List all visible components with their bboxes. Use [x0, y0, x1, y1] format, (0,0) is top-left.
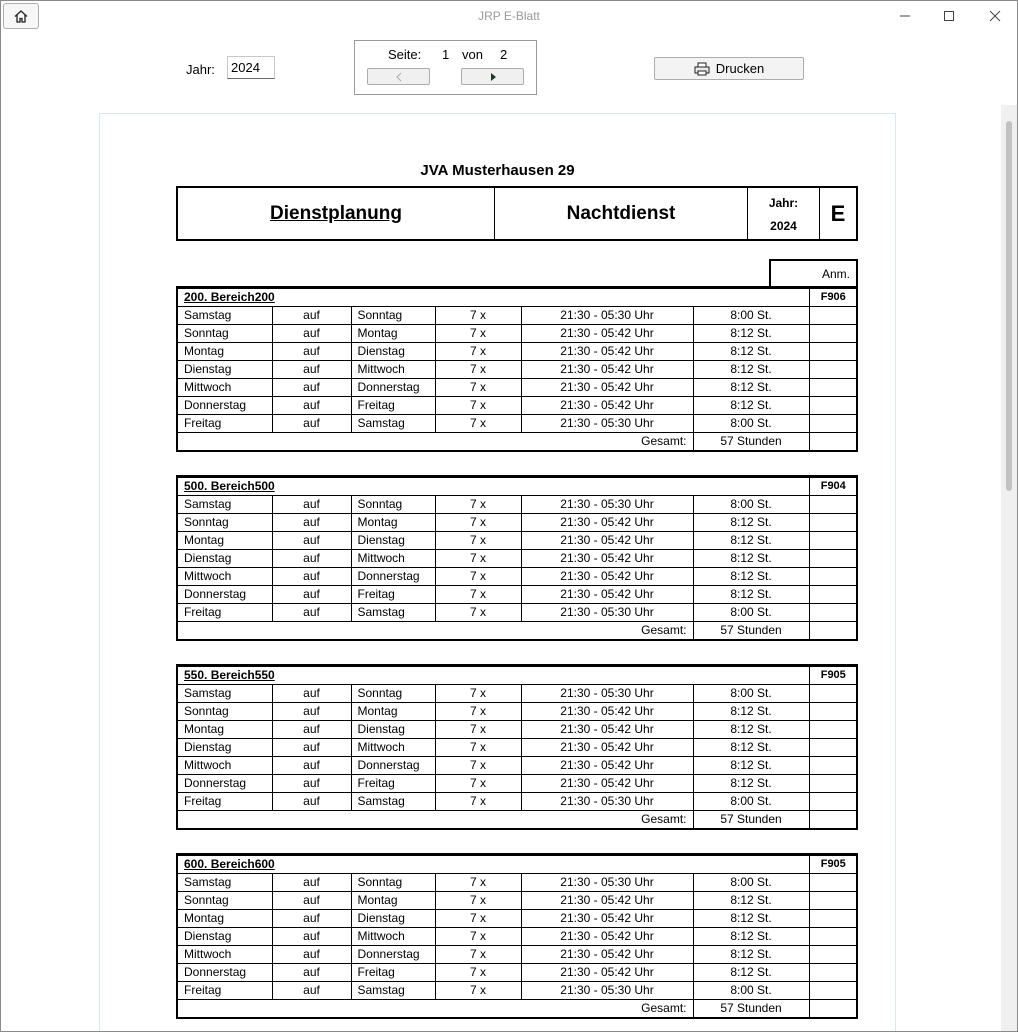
cell-auf: auf — [272, 964, 351, 982]
minimize-button[interactable] — [894, 7, 916, 25]
cell-day-to: Montag — [351, 703, 435, 721]
cell-auf: auf — [272, 874, 351, 892]
cell-day-to: Freitag — [351, 397, 435, 415]
shift-row — [178, 415, 857, 433]
cell-anm — [809, 550, 857, 568]
shift-row — [178, 397, 857, 415]
area-table — [178, 666, 857, 828]
shift-row — [178, 514, 857, 532]
organization-title: JVA Musterhausen 29 — [420, 162, 575, 179]
cell-auf: auf — [272, 379, 351, 397]
cell-anm — [809, 982, 857, 1000]
cell-auf: auf — [272, 739, 351, 757]
cell-day-from: Donnerstag — [178, 775, 272, 793]
cell-auf: auf — [272, 703, 351, 721]
shift-type: Nachtdienst — [495, 188, 748, 239]
cell-day-to: Samstag — [351, 793, 435, 811]
cell-time-range: 21:30 - 05:30 Uhr — [521, 415, 693, 433]
cell-hours: 8:12 St. — [693, 550, 809, 568]
area-block — [176, 286, 858, 452]
cell-auf: auf — [272, 514, 351, 532]
area-code: F905 — [809, 667, 857, 685]
cell-count: 7 x — [435, 514, 521, 532]
cell-time-range: 21:30 - 05:42 Uhr — [521, 775, 693, 793]
cell-count: 7 x — [435, 568, 521, 586]
cell-auf: auf — [272, 775, 351, 793]
cell-anm — [809, 757, 857, 775]
cell-anm — [809, 622, 857, 640]
area-block — [176, 853, 858, 1019]
anm-header: Anm. — [769, 259, 858, 286]
shift-row — [178, 946, 857, 964]
print-button-label: Drucken — [715, 61, 765, 76]
cell-anm — [809, 604, 857, 622]
cell-day-from: Montag — [178, 532, 272, 550]
cell-count: 7 x — [435, 397, 521, 415]
cell-auf: auf — [272, 982, 351, 1000]
shift-row — [178, 964, 857, 982]
shift-row — [178, 775, 857, 793]
cell-hours: 8:12 St. — [693, 514, 809, 532]
area-title: 550. Bereich550 — [178, 667, 809, 685]
total-row — [178, 622, 857, 640]
cell-day-to: Samstag — [351, 415, 435, 433]
cell-day-from: Donnerstag — [178, 586, 272, 604]
document-header — [176, 186, 858, 241]
cell-time-range: 21:30 - 05:30 Uhr — [521, 496, 693, 514]
year-cell — [748, 188, 820, 239]
cell-day-to: Sonntag — [351, 874, 435, 892]
year-value: 2024 — [770, 219, 797, 233]
total-value: 57 Stunden — [693, 433, 809, 451]
cell-hours: 8:12 St. — [693, 892, 809, 910]
cell-day-to: Dienstag — [351, 532, 435, 550]
cell-anm — [809, 703, 857, 721]
cell-hours: 8:12 St. — [693, 910, 809, 928]
cell-hours: 8:12 St. — [693, 703, 809, 721]
title-bar — [1, 1, 1017, 31]
cell-day-to: Donnerstag — [351, 568, 435, 586]
seite-label: Seite: — [388, 47, 422, 62]
cell-anm — [809, 739, 857, 757]
cell-time-range: 21:30 - 05:42 Uhr — [521, 361, 693, 379]
cell-count: 7 x — [435, 892, 521, 910]
cell-count: 7 x — [435, 775, 521, 793]
prev-arrow-icon — [395, 72, 403, 82]
cell-hours: 8:12 St. — [693, 721, 809, 739]
cell-count: 7 x — [435, 874, 521, 892]
cell-day-from: Montag — [178, 721, 272, 739]
cell-count: 7 x — [435, 550, 521, 568]
shift-row — [178, 910, 857, 928]
cell-time-range: 21:30 - 05:42 Uhr — [521, 928, 693, 946]
cell-day-to: Donnerstag — [351, 946, 435, 964]
cell-anm — [809, 964, 857, 982]
cell-anm — [809, 379, 857, 397]
close-icon — [989, 10, 1001, 22]
shift-row — [178, 307, 857, 325]
cell-count: 7 x — [435, 910, 521, 928]
cell-anm — [809, 721, 857, 739]
cell-count: 7 x — [435, 325, 521, 343]
cell-hours: 8:00 St. — [693, 307, 809, 325]
cell-auf: auf — [272, 496, 351, 514]
cell-day-to: Freitag — [351, 586, 435, 604]
cell-auf: auf — [272, 325, 351, 343]
cell-auf: auf — [272, 928, 351, 946]
shift-row — [178, 892, 857, 910]
year-label: Jahr: — [768, 196, 799, 210]
page-total: 2 — [500, 47, 508, 62]
jahr-label: Jahr: — [186, 62, 215, 77]
cell-count: 7 x — [435, 343, 521, 361]
shift-row — [178, 739, 857, 757]
cell-count: 7 x — [435, 964, 521, 982]
cell-day-to: Mittwoch — [351, 739, 435, 757]
shift-row — [178, 604, 857, 622]
cell-day-from: Sonntag — [178, 703, 272, 721]
cell-time-range: 21:30 - 05:42 Uhr — [521, 550, 693, 568]
shift-row — [178, 496, 857, 514]
cell-hours: 8:00 St. — [693, 415, 809, 433]
cell-time-range: 21:30 - 05:42 Uhr — [521, 964, 693, 982]
document-page — [99, 113, 896, 1032]
cell-anm — [809, 343, 857, 361]
cell-anm — [809, 532, 857, 550]
maximize-button[interactable] — [938, 7, 960, 25]
area-title-row — [178, 289, 857, 307]
cell-day-from: Samstag — [178, 685, 272, 703]
total-row — [178, 1000, 857, 1018]
cell-day-to: Freitag — [351, 775, 435, 793]
cell-anm — [809, 946, 857, 964]
total-label: Gesamt: — [178, 811, 693, 829]
total-value: 57 Stunden — [693, 622, 809, 640]
cell-anm — [809, 892, 857, 910]
cell-time-range: 21:30 - 05:42 Uhr — [521, 721, 693, 739]
cell-anm — [809, 793, 857, 811]
cell-time-range: 21:30 - 05:42 Uhr — [521, 532, 693, 550]
cell-anm — [809, 325, 857, 343]
cell-day-from: Donnerstag — [178, 397, 272, 415]
shift-row — [178, 703, 857, 721]
cell-auf: auf — [272, 568, 351, 586]
cell-count: 7 x — [435, 793, 521, 811]
page-current: 1 — [442, 47, 450, 62]
cell-day-to: Donnerstag — [351, 379, 435, 397]
area-block — [176, 664, 858, 830]
cell-hours: 8:12 St. — [693, 757, 809, 775]
total-row — [178, 811, 857, 829]
cell-day-to: Dienstag — [351, 721, 435, 739]
cell-time-range: 21:30 - 05:42 Uhr — [521, 397, 693, 415]
area-table — [178, 477, 857, 639]
cell-count: 7 x — [435, 379, 521, 397]
cell-count: 7 x — [435, 982, 521, 1000]
shift-row — [178, 379, 857, 397]
cell-day-from: Montag — [178, 343, 272, 361]
cell-day-from: Mittwoch — [178, 946, 272, 964]
area-title-row — [178, 856, 857, 874]
cell-auf: auf — [272, 415, 351, 433]
cell-anm — [809, 874, 857, 892]
cell-count: 7 x — [435, 307, 521, 325]
cell-anm — [809, 1000, 857, 1018]
cell-day-to: Mittwoch — [351, 928, 435, 946]
cell-hours: 8:12 St. — [693, 361, 809, 379]
cell-time-range: 21:30 - 05:30 Uhr — [521, 793, 693, 811]
cell-day-to: Montag — [351, 325, 435, 343]
cell-hours: 8:00 St. — [693, 685, 809, 703]
next-page-button[interactable] — [461, 68, 524, 85]
cell-time-range: 21:30 - 05:42 Uhr — [521, 586, 693, 604]
cell-count: 7 x — [435, 604, 521, 622]
cell-count: 7 x — [435, 739, 521, 757]
cell-auf: auf — [272, 910, 351, 928]
maximize-icon — [943, 10, 955, 22]
total-row — [178, 433, 857, 451]
cell-day-from: Freitag — [178, 982, 272, 1000]
shift-row — [178, 793, 857, 811]
cell-anm — [809, 568, 857, 586]
prev-page-button[interactable] — [367, 68, 430, 85]
cell-time-range: 21:30 - 05:30 Uhr — [521, 874, 693, 892]
cell-day-to: Donnerstag — [351, 757, 435, 775]
page-navigator — [354, 40, 537, 95]
cell-time-range: 21:30 - 05:30 Uhr — [521, 685, 693, 703]
shift-row — [178, 325, 857, 343]
cell-auf: auf — [272, 721, 351, 739]
next-arrow-icon — [489, 72, 497, 82]
cell-anm — [809, 514, 857, 532]
cell-day-from: Samstag — [178, 307, 272, 325]
cell-day-from: Dienstag — [178, 550, 272, 568]
cell-count: 7 x — [435, 946, 521, 964]
total-label: Gesamt: — [178, 1000, 693, 1018]
scrollbar-thumb[interactable] — [1006, 121, 1012, 491]
cell-anm — [809, 910, 857, 928]
cell-anm — [809, 775, 857, 793]
cell-auf: auf — [272, 550, 351, 568]
shift-row — [178, 343, 857, 361]
cell-day-to: Mittwoch — [351, 361, 435, 379]
shift-row — [178, 532, 857, 550]
area-title: 600. Bereich600 — [178, 856, 809, 874]
cell-day-to: Sonntag — [351, 685, 435, 703]
cell-auf: auf — [272, 685, 351, 703]
cell-day-to: Sonntag — [351, 496, 435, 514]
cell-count: 7 x — [435, 415, 521, 433]
cell-day-from: Mittwoch — [178, 568, 272, 586]
cell-day-from: Dienstag — [178, 361, 272, 379]
cell-count: 7 x — [435, 361, 521, 379]
cell-time-range: 21:30 - 05:42 Uhr — [521, 757, 693, 775]
cell-time-range: 21:30 - 05:30 Uhr — [521, 307, 693, 325]
shift-row — [178, 685, 857, 703]
cell-auf: auf — [272, 757, 351, 775]
cell-anm — [809, 928, 857, 946]
cell-day-from: Sonntag — [178, 514, 272, 532]
shift-row — [178, 361, 857, 379]
cell-auf: auf — [272, 532, 351, 550]
cell-hours: 8:12 St. — [693, 325, 809, 343]
cell-day-from: Dienstag — [178, 928, 272, 946]
cell-hours: 8:12 St. — [693, 928, 809, 946]
document-heading: Dienstplanung — [178, 188, 495, 239]
printer-icon — [694, 62, 710, 76]
cell-hours: 8:00 St. — [693, 874, 809, 892]
area-table — [178, 855, 857, 1017]
cell-day-from: Dienstag — [178, 739, 272, 757]
cell-auf: auf — [272, 397, 351, 415]
shift-row — [178, 982, 857, 1000]
cell-time-range: 21:30 - 05:42 Uhr — [521, 325, 693, 343]
cell-day-to: Montag — [351, 892, 435, 910]
cell-count: 7 x — [435, 586, 521, 604]
area-title: 200. Bereich200 — [178, 289, 809, 307]
cell-auf: auf — [272, 586, 351, 604]
cell-hours: 8:12 St. — [693, 397, 809, 415]
area-title: 500. Bereich500 — [178, 478, 809, 496]
cell-day-to: Dienstag — [351, 910, 435, 928]
cell-auf: auf — [272, 307, 351, 325]
area-code: F905 — [809, 856, 857, 874]
cell-count: 7 x — [435, 721, 521, 739]
cell-auf: auf — [272, 946, 351, 964]
cell-hours: 8:00 St. — [693, 793, 809, 811]
cell-anm — [809, 496, 857, 514]
shift-row — [178, 928, 857, 946]
area-title-row — [178, 667, 857, 685]
cell-hours: 8:00 St. — [693, 604, 809, 622]
cell-hours: 8:00 St. — [693, 496, 809, 514]
cell-day-to: Sonntag — [351, 307, 435, 325]
total-value: 57 Stunden — [693, 811, 809, 829]
cell-day-to: Samstag — [351, 982, 435, 1000]
von-label: von — [462, 47, 483, 62]
area-code: F904 — [809, 478, 857, 496]
area-code: F906 — [809, 289, 857, 307]
total-label: Gesamt: — [178, 622, 693, 640]
cell-auf: auf — [272, 343, 351, 361]
cell-count: 7 x — [435, 703, 521, 721]
cell-day-from: Sonntag — [178, 892, 272, 910]
shift-row — [178, 721, 857, 739]
cell-day-to: Freitag — [351, 964, 435, 982]
cell-hours: 8:12 St. — [693, 964, 809, 982]
cell-hours: 8:12 St. — [693, 586, 809, 604]
cell-anm — [809, 685, 857, 703]
total-value: 57 Stunden — [693, 1000, 809, 1018]
cell-hours: 8:12 St. — [693, 343, 809, 361]
cell-time-range: 21:30 - 05:42 Uhr — [521, 892, 693, 910]
area-table — [178, 288, 857, 450]
shift-row — [178, 568, 857, 586]
shift-row — [178, 757, 857, 775]
cell-time-range: 21:30 - 05:42 Uhr — [521, 379, 693, 397]
cell-time-range: 21:30 - 05:42 Uhr — [521, 946, 693, 964]
cell-day-from: Samstag — [178, 496, 272, 514]
cell-time-range: 21:30 - 05:42 Uhr — [521, 910, 693, 928]
cell-day-from: Mittwoch — [178, 757, 272, 775]
cell-anm — [809, 397, 857, 415]
jahr-input[interactable] — [227, 56, 275, 79]
shift-row — [178, 586, 857, 604]
cell-time-range: 21:30 - 05:30 Uhr — [521, 604, 693, 622]
cell-hours: 8:12 St. — [693, 379, 809, 397]
cell-anm — [809, 415, 857, 433]
cell-anm — [809, 811, 857, 829]
cell-day-from: Samstag — [178, 874, 272, 892]
cell-day-to: Montag — [351, 514, 435, 532]
cell-time-range: 21:30 - 05:42 Uhr — [521, 568, 693, 586]
cell-day-to: Samstag — [351, 604, 435, 622]
cell-count: 7 x — [435, 496, 521, 514]
cell-time-range: 21:30 - 05:42 Uhr — [521, 514, 693, 532]
cell-day-from: Mittwoch — [178, 379, 272, 397]
cell-day-from: Freitag — [178, 793, 272, 811]
cell-count: 7 x — [435, 757, 521, 775]
cell-day-from: Freitag — [178, 415, 272, 433]
cell-day-to: Mittwoch — [351, 550, 435, 568]
cell-day-from: Freitag — [178, 604, 272, 622]
cell-count: 7 x — [435, 685, 521, 703]
cell-hours: 8:12 St. — [693, 568, 809, 586]
cell-anm — [809, 433, 857, 451]
cell-anm — [809, 361, 857, 379]
cell-auf: auf — [272, 892, 351, 910]
window-title: JRP E-Blatt — [478, 9, 540, 23]
cell-count: 7 x — [435, 532, 521, 550]
total-label: Gesamt: — [178, 433, 693, 451]
cell-hours: 8:12 St. — [693, 946, 809, 964]
area-title-row — [178, 478, 857, 496]
close-button[interactable] — [984, 7, 1006, 25]
cell-count: 7 x — [435, 928, 521, 946]
cell-time-range: 21:30 - 05:42 Uhr — [521, 343, 693, 361]
area-block — [176, 475, 858, 641]
cell-day-from: Donnerstag — [178, 964, 272, 982]
cell-time-range: 21:30 - 05:30 Uhr — [521, 982, 693, 1000]
form-letter: E — [830, 200, 846, 226]
cell-day-from: Sonntag — [178, 325, 272, 343]
cell-day-to: Dienstag — [351, 343, 435, 361]
cell-auf: auf — [272, 604, 351, 622]
cell-anm — [809, 586, 857, 604]
print-button[interactable] — [654, 57, 804, 80]
cell-hours: 8:12 St. — [693, 775, 809, 793]
cell-auf: auf — [272, 361, 351, 379]
cell-anm — [809, 307, 857, 325]
cell-time-range: 21:30 - 05:42 Uhr — [521, 739, 693, 757]
cell-day-from: Montag — [178, 910, 272, 928]
cell-time-range: 21:30 - 05:42 Uhr — [521, 703, 693, 721]
cell-auf: auf — [272, 793, 351, 811]
shift-row — [178, 550, 857, 568]
shift-row — [178, 874, 857, 892]
cell-hours: 8:00 St. — [693, 982, 809, 1000]
vertical-scrollbar[interactable] — [1001, 105, 1017, 1031]
cell-hours: 8:12 St. — [693, 739, 809, 757]
cell-hours: 8:12 St. — [693, 532, 809, 550]
minimize-icon — [899, 10, 911, 22]
